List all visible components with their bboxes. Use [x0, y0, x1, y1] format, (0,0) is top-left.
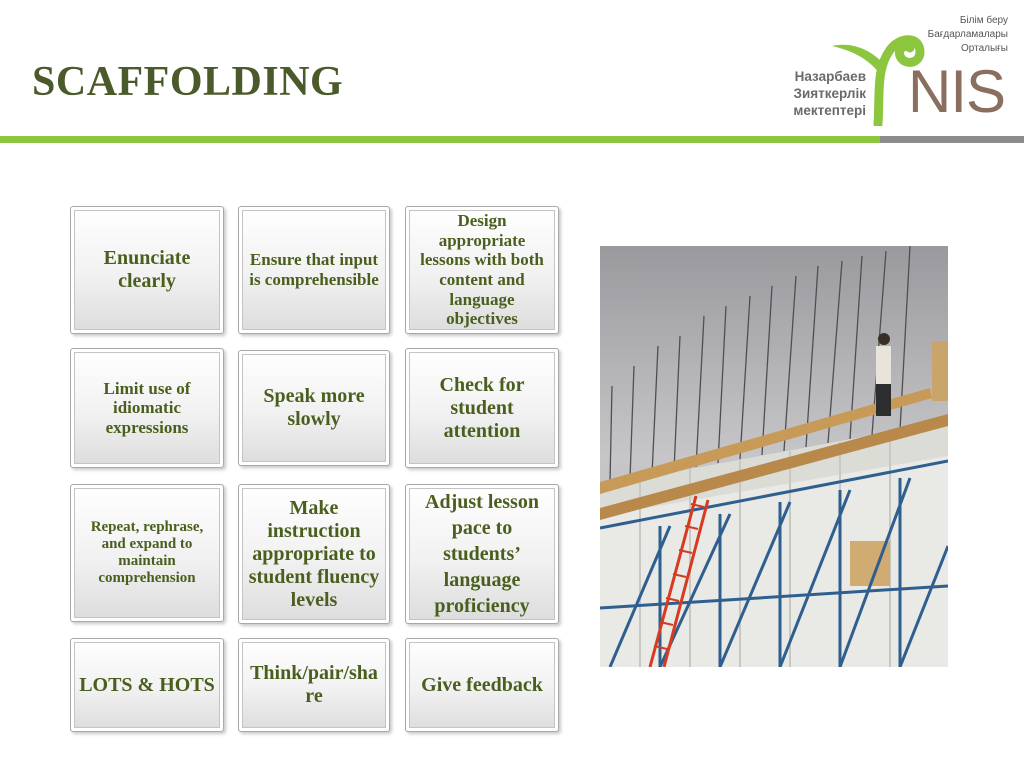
tile-repeat-rephrase: Repeat, rephrase, and expand to maintain comprehension — [70, 484, 224, 622]
logo-school-name: Назарбаев Зияткерлік мектептері — [793, 69, 866, 118]
tile-lots-hots: LOTS & HOTS — [70, 638, 224, 732]
tile-make-instruction: Make instruction appropriate to student fluency levels — [238, 484, 390, 624]
tile-adjust-pace: Adjust lesson pace to students’ language proficiency — [405, 484, 559, 624]
tile-ensure-comprehensible: Ensure that input is comprehensible — [238, 206, 390, 334]
tile-think-pair-share: Think/pair/share — [238, 638, 390, 732]
title-divider-green — [0, 136, 880, 143]
tile-give-feedback: Give feedback — [405, 638, 559, 732]
nis-logo — [760, 10, 1020, 128]
title-divider-grey — [880, 136, 1024, 143]
logo-wordmark: NIS — [908, 58, 1006, 125]
slide-title: SCAFFOLDING — [32, 59, 344, 105]
tile-speak-slowly: Speak more slowly — [238, 350, 390, 466]
tile-enunciate-clearly: Enunciate clearly — [70, 206, 224, 334]
tile-limit-idioms: Limit use of idiomatic expressions — [70, 348, 224, 468]
scaffolding-photo — [600, 246, 948, 667]
tile-check-attention: Check for student attention — [405, 348, 559, 468]
logo-top-text: Білім беру Бағдарламалары Орталығы — [927, 15, 1008, 54]
tile-design-lessons: Design appropriate lessons with both content and language objectives — [405, 206, 559, 334]
scaffolding-image — [600, 246, 948, 667]
